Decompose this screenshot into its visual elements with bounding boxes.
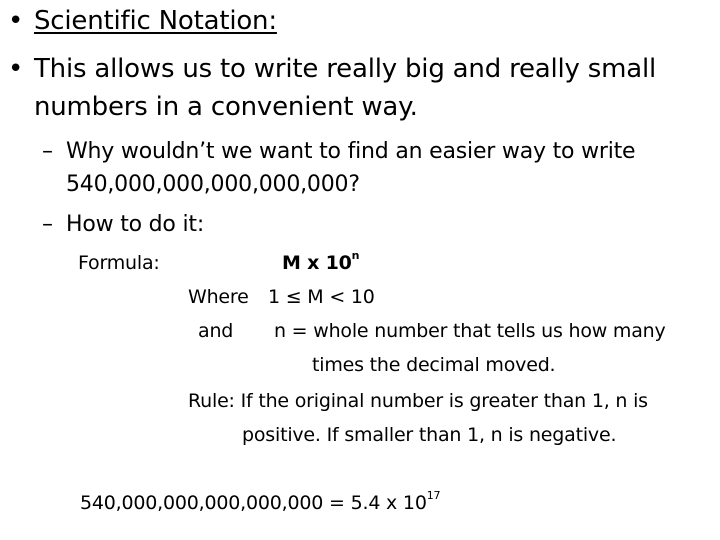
formula-exponent: n [351, 249, 360, 262]
bullet-text-line: This allows us to write really big and really small [34, 54, 657, 84]
rule-line: positive. If smaller than 1, n is negative. [242, 424, 617, 446]
sub-bullet-text-line: Why wouldn’t we want to find an easier way to write [66, 139, 636, 164]
sub-bullet-marker: – [42, 212, 53, 237]
formula-base: M x 10 [282, 252, 352, 274]
sub-bullet-text-line: 540,000,000,000,000,000? [66, 172, 360, 197]
example-equation [80, 489, 441, 514]
heading-scientific-notation: Scientific Notation: [34, 6, 277, 36]
rule-line: Rule: If the original number is greater than 1, n is [188, 390, 648, 412]
example-exponent: 17 [426, 489, 441, 502]
and-condition-line: times the decimal moved. [312, 354, 556, 376]
and-condition-line: n = whole number that tells us how many [274, 320, 666, 342]
sub-bullet-text: How to do it: [66, 212, 205, 237]
bullet-marker: • [8, 54, 24, 84]
and-label: and [198, 320, 234, 342]
example-lhs: 540,000,000,000,000,000 = 5.4 x 10 [80, 492, 427, 514]
formula-expression [282, 249, 360, 274]
where-condition: 1 ≤ M < 10 [268, 286, 375, 308]
sub-bullet-marker: – [42, 139, 53, 164]
bullet-marker: • [8, 6, 24, 36]
formula-label: Formula: [78, 252, 160, 274]
bullet-text-line: numbers in a convenient way. [34, 92, 418, 122]
where-label: Where [188, 286, 249, 308]
